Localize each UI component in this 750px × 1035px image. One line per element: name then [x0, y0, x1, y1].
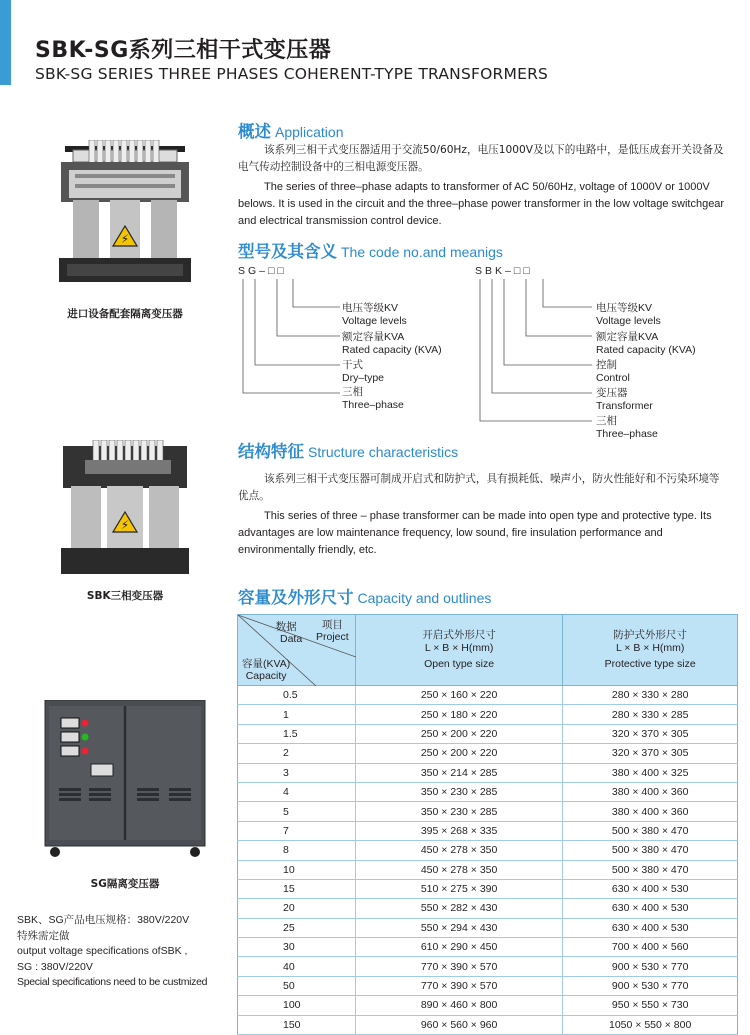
product-open-transformer: [30, 140, 220, 321]
svg-text:⚡: ⚡: [120, 518, 130, 532]
header-text: L × B × H(mm): [615, 642, 685, 654]
code-item-en: Rated capacity (KVA): [342, 344, 442, 356]
table-row: [238, 821, 738, 840]
table-row: [238, 1015, 738, 1034]
corner-text: 项目: [321, 619, 343, 631]
capacity-cell: 7: [238, 821, 356, 840]
code-item-en: Transformer: [596, 400, 653, 412]
capacity-cell: 0.5: [238, 686, 356, 705]
protective-size-cell: 700 × 400 × 560: [563, 938, 738, 957]
corner-text: Capacity: [245, 670, 287, 682]
corner-item-label: [316, 619, 349, 643]
application-para-en: The series of three–phase adapts to transformer of AC 50/60Hz, voltage of 1000V or 1000V belows. It is used in the circuit and the three–phase power transformer in the low voltage switchgear and electrical transmission control device.: [238, 181, 725, 227]
capacity-cell: 1.5: [238, 724, 356, 743]
heading-cn: 概述: [238, 122, 271, 141]
protective-size-cell: 950 × 550 × 730: [563, 996, 738, 1015]
section-heading-code: [238, 238, 503, 262]
open-size-cell: 250 × 160 × 220: [355, 686, 563, 705]
corner-text: Data: [280, 633, 303, 645]
capacity-cell: 1: [238, 705, 356, 724]
accent-bar: [0, 0, 11, 85]
open-size-cell: 610 × 290 × 450: [355, 938, 563, 957]
sg-code-item: [342, 302, 407, 328]
open-size-cell: 550 × 282 × 430: [355, 899, 563, 918]
protective-type-header: [563, 615, 738, 686]
code-item-cn: 干式: [342, 359, 363, 371]
table-row: [238, 724, 738, 743]
code-item-en: Voltage levels: [596, 315, 661, 327]
capacity-cell: 2: [238, 744, 356, 763]
code-item-en: Three–phase: [342, 399, 404, 411]
code-item-cn: 额定容量KVA: [342, 331, 405, 343]
table-row: [238, 938, 738, 957]
code-item-cn: 三相: [342, 386, 363, 398]
table-corner-cell: [238, 615, 356, 686]
table-row: [238, 705, 738, 724]
table-row: [238, 860, 738, 879]
capacity-cell: 40: [238, 957, 356, 976]
protective-size-cell: 320 × 370 × 305: [563, 724, 738, 743]
spec-note-line: output voltage specifications ofSBK ,: [17, 945, 188, 957]
spec-note: [17, 913, 232, 991]
capacity-table-body: [238, 686, 738, 1035]
open-size-cell: 450 × 278 × 350: [355, 841, 563, 860]
sbk-code-label: SBK–□□: [475, 265, 533, 277]
sbk-code-item: [596, 302, 661, 328]
code-item-en: Voltage levels: [342, 315, 407, 327]
capacity-cell: 20: [238, 899, 356, 918]
protective-size-cell: 630 × 400 × 530: [563, 899, 738, 918]
capacity-cell: 50: [238, 976, 356, 995]
capacity-table: [237, 614, 738, 1035]
page-subtitle: SBK-SG SERIES THREE PHASES COHERENT-TYPE TRANSFORMERS: [35, 65, 549, 83]
open-size-cell: 770 × 390 × 570: [355, 957, 563, 976]
sg-cabinet-image: [41, 700, 209, 858]
sg-code-item: [342, 331, 442, 357]
open-size-cell: 350 × 230 × 285: [355, 782, 563, 801]
heading-en: Application: [275, 124, 344, 140]
section-heading-application: [238, 118, 344, 142]
code-item-cn: 三相: [596, 415, 617, 427]
sbk-code-item: [596, 415, 658, 441]
header-text: Open type size: [424, 658, 495, 670]
table-row: [238, 802, 738, 821]
code-item-cn: 变压器: [596, 387, 628, 399]
open-transformer-image: [45, 140, 205, 300]
open-size-cell: 250 × 200 × 220: [355, 724, 563, 743]
corner-data-label: [270, 621, 302, 645]
protective-size-cell: 380 × 400 × 360: [563, 802, 738, 821]
protective-size-cell: 630 × 400 × 530: [563, 918, 738, 937]
spec-note-line: SG : 380V/220V: [17, 960, 93, 973]
header-text: L × B × H(mm): [424, 642, 494, 654]
code-tree-lines-sbk: [470, 275, 600, 435]
table-row: [238, 899, 738, 918]
code-item-en: Dry–type: [342, 372, 385, 384]
corner-capacity-label: [242, 658, 290, 682]
table-row: [238, 744, 738, 763]
product-sg-cabinet: [30, 700, 220, 891]
open-size-cell: 890 × 460 × 800: [355, 996, 563, 1015]
capacity-cell: 15: [238, 879, 356, 898]
open-size-cell: 350 × 230 × 285: [355, 802, 563, 821]
code-item-en: Three–phase: [596, 428, 658, 440]
header-text: Protective type size: [604, 658, 696, 670]
sbk-code-item: [596, 331, 696, 357]
capacity-cell: 10: [238, 860, 356, 879]
protective-size-cell: 500 × 380 × 470: [563, 821, 738, 840]
code-item-en: Rated capacity (KVA): [596, 344, 696, 356]
open-size-cell: 350 × 214 × 285: [355, 763, 563, 782]
heading-cn: 型号及其含义: [238, 242, 337, 261]
protective-size-cell: 900 × 530 × 770: [563, 976, 738, 995]
table-row: [238, 996, 738, 1015]
sg-code-item: [342, 386, 404, 412]
structure-para-cn: 该系列三相干式变压器可制成开启式和防护式，具有损耗低、噪声小，防火性能好和不污染环境等优点。: [238, 473, 720, 502]
table-row: [238, 918, 738, 937]
table-row: [238, 782, 738, 801]
capacity-cell: 25: [238, 918, 356, 937]
code-item-en: Control: [596, 372, 630, 384]
table-row: [238, 879, 738, 898]
table-header-row: [238, 615, 738, 686]
open-size-cell: 395 × 268 × 335: [355, 821, 563, 840]
sbk-transformer-image: [45, 440, 205, 582]
corner-text: Project: [316, 631, 349, 643]
product-caption: SBK三相变压器: [86, 590, 164, 602]
application-para-cn: 该系列三相干式变压器适用于交流50/60Hz，电压1000V及以下的电路中，是低压成套开关设备及电气传动控制设备中的三相电源变压器。: [238, 144, 724, 173]
heading-en: Structure characteristics: [308, 444, 459, 460]
sg-code-item: [342, 359, 384, 385]
protective-size-cell: 630 × 400 × 530: [563, 879, 738, 898]
capacity-cell: 150: [238, 1015, 356, 1034]
open-size-cell: 250 × 180 × 220: [355, 705, 563, 724]
product-caption: 进口设备配套隔离变压器: [67, 308, 183, 320]
capacity-cell: 3: [238, 763, 356, 782]
sbk-code-item: [596, 387, 653, 413]
capacity-cell: 4: [238, 782, 356, 801]
open-size-cell: 550 × 294 × 430: [355, 918, 563, 937]
sg-code-label: SG–□□: [238, 265, 287, 277]
capacity-cell: 8: [238, 841, 356, 860]
sbk-code-item: [596, 359, 630, 385]
protective-size-cell: 1050 × 550 × 800: [563, 1015, 738, 1034]
protective-size-cell: 320 × 370 × 305: [563, 744, 738, 763]
open-size-cell: 510 × 275 × 390: [355, 879, 563, 898]
protective-size-cell: 280 × 330 × 285: [563, 705, 738, 724]
spec-note-line: 特殊需定做: [17, 929, 70, 942]
open-type-header: [355, 615, 563, 686]
product-sbk-transformer: [30, 440, 220, 603]
code-item-cn: 额定容量KVA: [596, 331, 659, 343]
section-heading-capacity: [238, 584, 491, 608]
svg-text:⚡: ⚡: [120, 232, 130, 246]
open-size-cell: 250 × 200 × 220: [355, 744, 563, 763]
product-caption: SG隔离变压器: [90, 878, 160, 890]
section-heading-structure: [238, 438, 458, 462]
heading-cn: 容量及外形尺寸: [238, 588, 354, 607]
capacity-cell: 100: [238, 996, 356, 1015]
capacity-cell: 5: [238, 802, 356, 821]
table-row: [238, 976, 738, 995]
header-text: 开启式外形尺寸: [422, 629, 496, 641]
table-row: [238, 763, 738, 782]
protective-size-cell: 500 × 380 × 470: [563, 860, 738, 879]
table-row: [238, 957, 738, 976]
open-size-cell: 450 × 278 × 350: [355, 860, 563, 879]
header-text: 防护式外形尺寸: [613, 629, 687, 641]
heading-en: Capacity and outlines: [357, 590, 492, 606]
spec-note-line: Special specifications need to be custmized: [17, 976, 208, 988]
protective-size-cell: 380 × 400 × 360: [563, 782, 738, 801]
heading-en: The code no.and meanigs: [341, 244, 503, 260]
table-row: [238, 841, 738, 860]
corner-text: 容量(KVA): [242, 658, 291, 670]
code-item-cn: 电压等级KV: [342, 302, 399, 314]
corner-text: 数据: [275, 621, 297, 633]
capacity-cell: 30: [238, 938, 356, 957]
protective-size-cell: 900 × 530 × 770: [563, 957, 738, 976]
table-row: [238, 686, 738, 705]
page-title: SBK-SG系列三相干式变压器: [35, 38, 332, 63]
open-size-cell: 960 × 560 × 960: [355, 1015, 563, 1034]
structure-para-en: This series of three – phase transformer can be made into open type and protective type. Its advantages are low maintenance frequency, low sound, fire insulation performance and environmentally friendly, etc.: [238, 510, 712, 556]
code-item-cn: 控制: [596, 359, 617, 371]
code-item-cn: 电压等级KV: [596, 302, 653, 314]
open-size-cell: 770 × 390 × 570: [355, 976, 563, 995]
heading-cn: 结构特征: [238, 442, 304, 461]
protective-size-cell: 380 × 400 × 325: [563, 763, 738, 782]
protective-size-cell: 500 × 380 × 470: [563, 841, 738, 860]
protective-size-cell: 280 × 330 × 280: [563, 686, 738, 705]
spec-note-line: SBK、SG产品电压规格：380V/220V: [17, 914, 190, 926]
